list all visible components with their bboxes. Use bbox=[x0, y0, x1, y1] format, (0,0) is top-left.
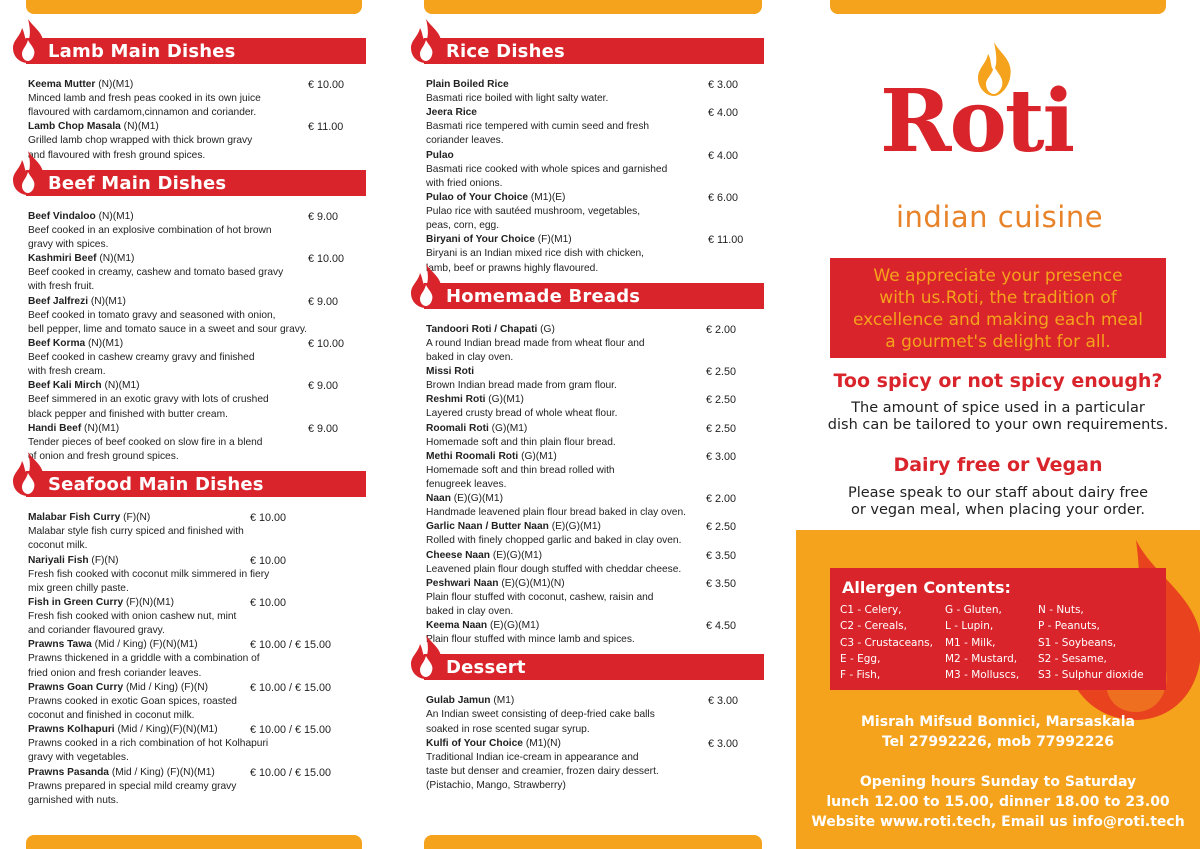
menu-item bbox=[28, 295, 366, 337]
menu-item-name: Naan bbox=[426, 493, 451, 505]
allergen-column-1 bbox=[840, 602, 933, 683]
menu-item bbox=[28, 596, 366, 638]
menu-item-name-line bbox=[28, 210, 366, 224]
menu-item-name: Pulao bbox=[426, 149, 454, 161]
menu-item bbox=[426, 520, 764, 548]
menu-item-name-line bbox=[28, 295, 366, 309]
menu-item-price: € 10.00 / € 15.00 bbox=[250, 639, 332, 652]
section-title: Rice Dishes bbox=[446, 41, 565, 62]
menu-item-description: Basmati rice tempered with cumin seed and fresh bbox=[426, 121, 650, 133]
bottom-tab-left bbox=[26, 835, 362, 849]
section-dessert bbox=[412, 654, 764, 793]
allergen-column-3 bbox=[1038, 602, 1144, 683]
menu-item-name-line bbox=[28, 511, 366, 525]
menu-item-name-line bbox=[426, 323, 764, 337]
menu-item-price: € 2.50 bbox=[706, 394, 737, 407]
menu-item-name-line bbox=[28, 252, 366, 266]
menu-item-name-line bbox=[28, 422, 366, 436]
menu-item-allergen-codes: (G)(M1) bbox=[485, 394, 524, 406]
menu-item-description: with fresh fruit. bbox=[28, 281, 95, 293]
menu-item-name-line bbox=[426, 422, 764, 436]
menu-item-allergen-codes: (E)(G)(M1) bbox=[487, 620, 540, 632]
menu-item bbox=[426, 577, 764, 619]
flame-icon bbox=[8, 451, 48, 497]
menu-item-allergen-codes: (F)(N)(M1) bbox=[123, 597, 175, 609]
menu-item-name-line bbox=[426, 737, 764, 751]
menu-item-allergen-codes: (N)(M1) bbox=[120, 121, 159, 133]
section-title: Homemade Breads bbox=[446, 285, 641, 307]
menu-item-description: An Indian sweet consisting of deep-fried cake balls bbox=[426, 709, 655, 721]
menu-item-description: Basmati rice cooked with whole spices and garnished bbox=[426, 163, 668, 175]
menu-item-allergen-codes: (G)(M1) bbox=[518, 450, 557, 462]
promo-line: with us.Roti, the tradition of bbox=[879, 288, 1117, 308]
menu-item-name: Fish in Green Curry bbox=[28, 597, 124, 609]
menu-item-name-line bbox=[426, 492, 764, 506]
menu-item bbox=[426, 365, 764, 393]
menu-item-description: Brown Indian bread made from gram flour. bbox=[426, 380, 617, 392]
menu-item-description: Basmati rice boiled with light salty water. bbox=[426, 93, 609, 104]
menu-item-price: € 3.00 bbox=[708, 79, 739, 91]
menu-item-name: Missi Roti bbox=[426, 366, 475, 378]
menu-item-name-line bbox=[28, 723, 366, 737]
menu-item-price: € 11.00 bbox=[308, 121, 344, 134]
menu-item-description: mix green chilly paste. bbox=[28, 582, 129, 594]
menu-item-description: Prawns thickened in a griddle with a combination of bbox=[28, 653, 260, 665]
menu-item-description: Layered crusty bread of whole wheat flour. bbox=[426, 408, 618, 420]
menu-item-name-line bbox=[426, 520, 764, 534]
menu-item-description: A round Indian bread made from wheat flour and bbox=[426, 337, 645, 349]
menu-item-name-line bbox=[426, 619, 764, 633]
contact-hours-block bbox=[796, 772, 1200, 832]
address: Misrah Mifsud Bonnici, Marsaskala bbox=[861, 714, 1135, 730]
section-title: Seafood Main Dishes bbox=[48, 474, 264, 496]
menu-item-name-line bbox=[426, 694, 764, 708]
menu-item-name: Prawns Goan Curry bbox=[28, 681, 124, 693]
top-tab-right bbox=[830, 0, 1166, 14]
menu-item-description: coconut milk. bbox=[28, 540, 88, 552]
menu-item-price: € 10.00 / € 15.00 bbox=[250, 724, 332, 737]
menu-item-allergen-codes: (G)(M1) bbox=[488, 422, 528, 434]
promo-box bbox=[830, 258, 1166, 358]
menu-item-price: € 4.00 bbox=[708, 107, 739, 120]
menu-item bbox=[28, 422, 366, 464]
top-tab-middle bbox=[424, 0, 762, 14]
section-lamb bbox=[14, 38, 366, 163]
website-email: Website www.roti.tech, Email us info@roti.tech bbox=[811, 814, 1185, 830]
menu-item bbox=[426, 233, 764, 275]
menu-item bbox=[28, 78, 366, 120]
menu-item-price: € 3.50 bbox=[706, 549, 737, 562]
menu-item-description: Beef cooked in an explosive combination of hot brown bbox=[28, 224, 272, 236]
menu-item-description: coriander leaves. bbox=[426, 135, 504, 147]
menu-item-price: € 3.00 bbox=[708, 695, 739, 708]
bottom-tab-middle bbox=[424, 835, 762, 849]
allergen-column-2 bbox=[945, 602, 1019, 683]
menu-item-allergen-codes: (N)(M1) bbox=[96, 253, 135, 265]
menu-item-name: Biryani of Your Choice bbox=[426, 234, 535, 246]
menu-item-price: € 3.00 bbox=[706, 450, 737, 463]
menu-item-name: Prawns Tawa bbox=[28, 639, 92, 651]
menu-item-allergen-codes: (N)(M1) bbox=[85, 338, 124, 350]
menu-item-description: Plain flour stuffed with mince lamb and spices. bbox=[426, 634, 635, 646]
section-header bbox=[14, 170, 366, 196]
menu-item-name: Malabar Fish Curry bbox=[28, 512, 121, 524]
menu-item-description: Prawns cooked in exotic Goan spices, roasted bbox=[28, 695, 237, 707]
menu-item-name: Reshmi Roti bbox=[426, 394, 486, 406]
section-title: Dessert bbox=[446, 657, 526, 679]
dairy-text-line: or vegan meal, when placing your order. bbox=[850, 502, 1146, 518]
menu-item-name-line bbox=[426, 233, 764, 247]
menu-item bbox=[28, 766, 366, 808]
menu-item-description: Prawns cooked in a rich combination of hot Kolhapuri bbox=[28, 738, 269, 750]
menu-item-name-line bbox=[28, 78, 366, 92]
menu-item-price: € 9.00 bbox=[308, 380, 339, 393]
menu-item-name-line bbox=[28, 337, 366, 351]
menu-item bbox=[28, 210, 366, 252]
spicy-text-line: The amount of spice used in a particular bbox=[851, 400, 1145, 416]
menu-item bbox=[426, 393, 764, 421]
menu-item-allergen-codes: (F)(N) bbox=[88, 554, 119, 566]
promo-line: a gourmet's delight for all. bbox=[885, 332, 1111, 352]
menu-item-name: Keema Naan bbox=[426, 620, 488, 632]
allergen-entry: S1 - Soybeans, bbox=[1038, 636, 1117, 649]
flame-icon bbox=[8, 18, 48, 64]
menu-item-allergen-codes: (E)(G)(M1) bbox=[548, 521, 601, 533]
menu-item-name: Nariyali Fish bbox=[28, 554, 89, 566]
allergen-entry: G - Gluten, bbox=[945, 604, 1002, 616]
menu-item-price: € 3.50 bbox=[706, 577, 737, 590]
menu-item-price: € 9.00 bbox=[308, 295, 339, 308]
allergen-entry: S2 - Sesame, bbox=[1038, 652, 1107, 665]
menu-item-name: Beef Korma bbox=[28, 338, 86, 350]
menu-item-allergen-codes: (N)(M1) bbox=[101, 380, 140, 392]
menu-item-description: baked in clay oven. bbox=[426, 606, 514, 618]
menu-item-allergen-codes: (E)(G)(M1) bbox=[450, 493, 503, 505]
allergen-entry: E - Egg, bbox=[840, 652, 881, 665]
menu-item-description: with fried onions. bbox=[426, 177, 503, 189]
menu-item-description: and flavoured with fresh ground spices. bbox=[28, 149, 206, 161]
menu-item-name: Peshwari Naan bbox=[426, 577, 499, 589]
menu-item-name-line bbox=[28, 596, 366, 610]
dairy-heading: Dairy free or Vegan bbox=[893, 454, 1103, 476]
menu-item-description: Tender pieces of beef cooked on slow fire in a blend bbox=[28, 436, 263, 448]
allergen-entry: M1 - Milk, bbox=[945, 636, 996, 649]
menu-item-description: Biryani is an Indian mixed rice dish with chicken, bbox=[426, 248, 644, 260]
allergen-box bbox=[830, 568, 1166, 690]
menu-item-description: soaked in rose scented sugar syrup. bbox=[426, 723, 590, 735]
menu-item-price: € 2.50 bbox=[706, 521, 737, 534]
phone: Tel 27992226, mob 77992226 bbox=[881, 734, 1114, 750]
menu-item-description: Prawns prepared in special mild creamy gravy bbox=[28, 780, 237, 792]
spicy-heading: Too spicy or not spicy enough? bbox=[833, 370, 1163, 392]
flame-icon bbox=[8, 150, 48, 196]
menu-item-price: € 2.50 bbox=[706, 366, 737, 379]
menu-item-description: and coriander flavoured gravy. bbox=[28, 625, 165, 637]
menu-item-name: Plain Boiled Rice bbox=[426, 79, 509, 90]
menu-item-allergen-codes: (Mid / King)(F)(N)(M1) bbox=[114, 724, 218, 736]
menu-item-name-line bbox=[28, 120, 366, 134]
menu-item-allergen-codes: (G) bbox=[537, 323, 555, 335]
menu-item bbox=[426, 78, 764, 106]
menu-item-allergen-codes: (N)(M1) bbox=[81, 422, 120, 434]
menu-item-name-line bbox=[426, 549, 764, 563]
menu-item-name-line bbox=[426, 577, 764, 591]
menu-item-price: € 10.00 / € 15.00 bbox=[250, 766, 332, 779]
menu-item-description: Fresh fish cooked with coconut milk simmered in fiery bbox=[28, 568, 270, 580]
menu-item-name: Methi Roomali Roti bbox=[426, 450, 519, 462]
menu-item-name: Lamb Chop Masala bbox=[28, 121, 121, 133]
menu-item bbox=[28, 379, 366, 421]
menu-item-description: black pepper and finished with butter cream. bbox=[28, 408, 228, 420]
dairy-text bbox=[800, 485, 1196, 519]
menu-item-description: Beef simmered in an exotic gravy with lots of crushed bbox=[28, 394, 269, 406]
menu-item-name: Beef Jalfrezi bbox=[28, 295, 89, 307]
menu-item bbox=[426, 149, 764, 191]
menu-item bbox=[28, 723, 366, 765]
menu-item-name-line bbox=[426, 149, 764, 163]
menu-item-allergen-codes: (Mid / King) (F)(N)(M1) bbox=[91, 639, 198, 651]
menu-item-name: Jeera Rice bbox=[426, 107, 477, 119]
menu-item-description: Malabar style fish curry spiced and finished with bbox=[28, 526, 244, 538]
menu-item-price: € 10.00 bbox=[308, 253, 345, 266]
menu-item-allergen-codes: (E)(G)(M1)(N) bbox=[498, 577, 565, 589]
menu-item-description: Plain flour stuffed with coconut, cashew, raisin and bbox=[426, 591, 654, 603]
spicy-text bbox=[800, 400, 1196, 434]
menu-item-name: Cheese Naan bbox=[426, 549, 490, 561]
menu-column-middle bbox=[412, 38, 764, 793]
menu-item bbox=[28, 120, 366, 162]
menu-item-description: Beef cooked in creamy, cashew and tomato based gravy bbox=[28, 267, 284, 279]
allergen-entry: N - Nuts, bbox=[1038, 604, 1084, 616]
menu-item bbox=[426, 492, 764, 520]
menu-item-name-line bbox=[28, 681, 366, 695]
menu-item-name: Beef Vindaloo bbox=[28, 210, 96, 222]
menu-item-price: € 2.50 bbox=[706, 422, 737, 435]
section-beef bbox=[14, 170, 366, 464]
menu-item bbox=[426, 694, 764, 736]
section-header bbox=[412, 654, 764, 680]
menu-item-name: Garlic Naan / Butter Naan bbox=[426, 521, 549, 533]
flame-icon bbox=[406, 18, 446, 64]
menu-item-price: € 10.00 bbox=[308, 338, 345, 351]
menu-item-name-line bbox=[28, 554, 366, 568]
hours-title: Opening hours Sunday to Saturday bbox=[859, 774, 1137, 790]
menu-item-description: lamb, beef or prawns highly flavoured. bbox=[426, 262, 599, 274]
menu-item-allergen-codes: (M1) bbox=[490, 695, 515, 707]
brand-tagline: indian cuisine bbox=[896, 200, 1104, 234]
menu-item-description: Minced lamb and fresh peas cooked in its own juice bbox=[28, 93, 261, 104]
menu-item-description: coconut and finished in coconut milk. bbox=[28, 710, 195, 722]
menu-item-name: Gulab Jamun bbox=[426, 695, 491, 707]
menu-column-left bbox=[14, 38, 366, 808]
menu-item-name-line bbox=[28, 766, 366, 780]
section-breads bbox=[412, 283, 764, 648]
menu-item bbox=[426, 422, 764, 450]
section-seafood bbox=[14, 471, 366, 808]
flame-icon bbox=[406, 634, 446, 680]
menu-item-price: € 6.00 bbox=[708, 192, 739, 205]
allergen-entry: F - Fish, bbox=[840, 669, 881, 682]
allergen-entry: S3 - Sulphur dioxide bbox=[1038, 669, 1144, 682]
menu-item-price: € 10.00 / € 15.00 bbox=[250, 681, 332, 694]
menu-item-allergen-codes: (N)(M1) bbox=[95, 79, 134, 90]
menu-item-price: € 10.00 bbox=[250, 512, 287, 525]
menu-item-description: of onion and fresh ground spices. bbox=[28, 451, 179, 463]
menu-item-description: Homemade soft and thin bread rolled with bbox=[426, 464, 615, 476]
menu-item-allergen-codes: (F)(N) bbox=[120, 512, 151, 524]
menu-item-description: taste but denser and creamier, frozen dairy dessert. bbox=[426, 766, 659, 778]
menu-item-price: € 10.00 bbox=[308, 79, 345, 91]
menu-item-price: € 9.00 bbox=[308, 210, 339, 223]
menu-item-name: Pulao of Your Choice bbox=[426, 192, 529, 204]
menu-item-description: gravy with spices. bbox=[28, 239, 109, 251]
menu-item-price: € 11.00 bbox=[708, 234, 744, 247]
menu-item-price: € 10.00 bbox=[250, 597, 287, 610]
promo-line: We appreciate your presence bbox=[873, 266, 1123, 286]
allergen-entry: C3 - Crustaceans, bbox=[840, 636, 933, 649]
menu-item-description: fried onion and fresh coriander leaves. bbox=[28, 667, 202, 679]
section-header bbox=[14, 38, 366, 64]
menu-item-description: garnished with nuts. bbox=[28, 794, 119, 806]
menu-item-description: Pulao rice with sautéed mushroom, vegetables, bbox=[426, 206, 641, 218]
menu-item-name: Keema Mutter bbox=[28, 79, 96, 90]
menu-item-description: flavoured with cardamom,cinnamon and coriander. bbox=[28, 107, 257, 119]
menu-item-price: € 4.00 bbox=[708, 149, 739, 162]
menu-item bbox=[28, 337, 366, 379]
menu-item-name-line bbox=[426, 365, 764, 379]
menu-item-description: fenugreek leaves. bbox=[426, 479, 507, 491]
menu-item-name-line bbox=[28, 379, 366, 393]
menu-item-name-line bbox=[426, 393, 764, 407]
dairy-text-line: Please speak to our staff about dairy free bbox=[847, 485, 1149, 501]
brand-name: Roti bbox=[880, 71, 1074, 172]
hours: lunch 12.00 to 15.00, dinner 18.00 to 23.00 bbox=[826, 794, 1170, 810]
menu-item-name-line bbox=[426, 78, 764, 92]
allergen-entry: P - Peanuts, bbox=[1038, 620, 1100, 633]
menu-item-name-line bbox=[426, 106, 764, 120]
menu-item bbox=[426, 450, 764, 492]
menu-item bbox=[28, 681, 366, 723]
menu-item-description: Leavened plain flour dough stuffed with cheddar cheese. bbox=[426, 563, 682, 575]
allergen-title: Allergen Contents: bbox=[842, 578, 1011, 597]
menu-item bbox=[426, 323, 764, 365]
menu-item bbox=[28, 554, 366, 596]
menu-item-description: Beef cooked in cashew creamy gravy and finished bbox=[28, 352, 255, 364]
menu-item-description: (Pistachio, Mango, Strawberry) bbox=[426, 780, 566, 792]
menu-item-name: Prawns Kolhapuri bbox=[28, 724, 115, 736]
menu-item-description: peas, corn, egg. bbox=[426, 220, 500, 232]
menu-item-allergen-codes: (E)(G)(M1) bbox=[490, 549, 543, 561]
menu-item-description: gravy with vegetables. bbox=[28, 752, 129, 764]
menu-item-name-line bbox=[28, 638, 366, 652]
menu-item bbox=[28, 252, 366, 294]
menu-item bbox=[28, 511, 366, 553]
menu-item-name: Tandoori Roti / Chapati bbox=[426, 323, 538, 335]
menu-item-price: € 10.00 bbox=[250, 554, 287, 567]
menu-item-allergen-codes: (M1)(N) bbox=[522, 737, 561, 749]
menu-item-description: Fresh fish cooked with onion cashew nut, mint bbox=[28, 611, 237, 623]
menu-item-description: bell pepper, lime and tomato sauce in a sweet and sour gravy. bbox=[28, 323, 307, 335]
menu-item-description: Handmade leavened plain flour bread baked in clay oven. bbox=[426, 507, 686, 519]
menu-item-description: with fresh cream. bbox=[28, 366, 106, 378]
menu-item bbox=[426, 737, 764, 794]
menu-item-description: Homemade soft and thin plain flour bread. bbox=[426, 436, 616, 448]
menu-item bbox=[426, 549, 764, 577]
menu-item-price: € 9.00 bbox=[308, 422, 339, 435]
allergen-entry: C1 - Celery, bbox=[840, 604, 902, 616]
menu-item-description: Grilled lamb chop wrapped with thick brown gravy bbox=[28, 135, 253, 147]
menu-item-allergen-codes: (M1)(E) bbox=[528, 192, 566, 204]
menu-item-name: Beef Kali Mirch bbox=[28, 380, 102, 392]
menu-item-name-line bbox=[426, 450, 764, 464]
menu-item bbox=[426, 191, 764, 233]
menu-item-name: Kulfi of Your Choice bbox=[426, 737, 523, 749]
menu-item-description: Beef cooked in tomato gravy and seasoned with onion, bbox=[28, 309, 276, 321]
menu-item-allergen-codes: (Mid / King) (F)(N) bbox=[123, 681, 209, 693]
menu-item-description: Rolled with finely chopped garlic and baked in clay oven. bbox=[426, 535, 682, 547]
menu-item bbox=[426, 106, 764, 148]
section-rice bbox=[412, 38, 764, 276]
menu-item-name: Handi Beef bbox=[28, 422, 82, 434]
flame-icon bbox=[406, 263, 446, 309]
menu-item bbox=[426, 619, 764, 647]
section-title: Beef Main Dishes bbox=[48, 172, 227, 194]
menu-item-price: € 2.00 bbox=[706, 493, 737, 506]
spicy-text-line: dish can be tailored to your own requirements. bbox=[827, 417, 1169, 433]
allergen-entry: M3 - Molluscs, bbox=[945, 669, 1020, 682]
contact-address-block bbox=[796, 712, 1200, 752]
menu-item bbox=[28, 638, 366, 680]
section-header bbox=[412, 283, 764, 309]
menu-item-allergen-codes: (Mid / King) (F)(N)(M1) bbox=[108, 766, 215, 778]
menu-item-allergen-codes: (F)(M1) bbox=[534, 234, 572, 246]
allergen-entry: L - Lupin, bbox=[945, 620, 994, 633]
section-header bbox=[412, 38, 764, 64]
menu-item-description: baked in clay oven. bbox=[426, 352, 514, 364]
menu-item-allergen-codes: (N)(M1) bbox=[95, 210, 134, 222]
promo-line: excellence and making each meal bbox=[852, 310, 1144, 330]
menu-item-name: Prawns Pasanda bbox=[28, 766, 109, 778]
menu-item-name: Kashmiri Beef bbox=[28, 253, 97, 265]
menu-item-allergen-codes: (N)(M1) bbox=[88, 295, 126, 307]
menu-item-price: € 4.50 bbox=[706, 620, 737, 633]
menu-item-name: Roomali Roti bbox=[426, 422, 489, 434]
allergen-entry: M2 - Mustard, bbox=[945, 652, 1018, 665]
allergen-entry: C2 - Cereals, bbox=[840, 620, 907, 633]
menu-item-price: € 2.00 bbox=[706, 323, 737, 336]
menu-item-name-line bbox=[426, 191, 764, 205]
menu-item-price: € 3.00 bbox=[708, 737, 739, 750]
menu-item-description: Traditional Indian ice-cream in appearance and bbox=[426, 751, 639, 763]
section-header bbox=[14, 471, 366, 497]
brand-logo bbox=[870, 40, 1140, 240]
top-tab-left bbox=[26, 0, 362, 14]
section-title: Lamb Main Dishes bbox=[48, 41, 236, 62]
